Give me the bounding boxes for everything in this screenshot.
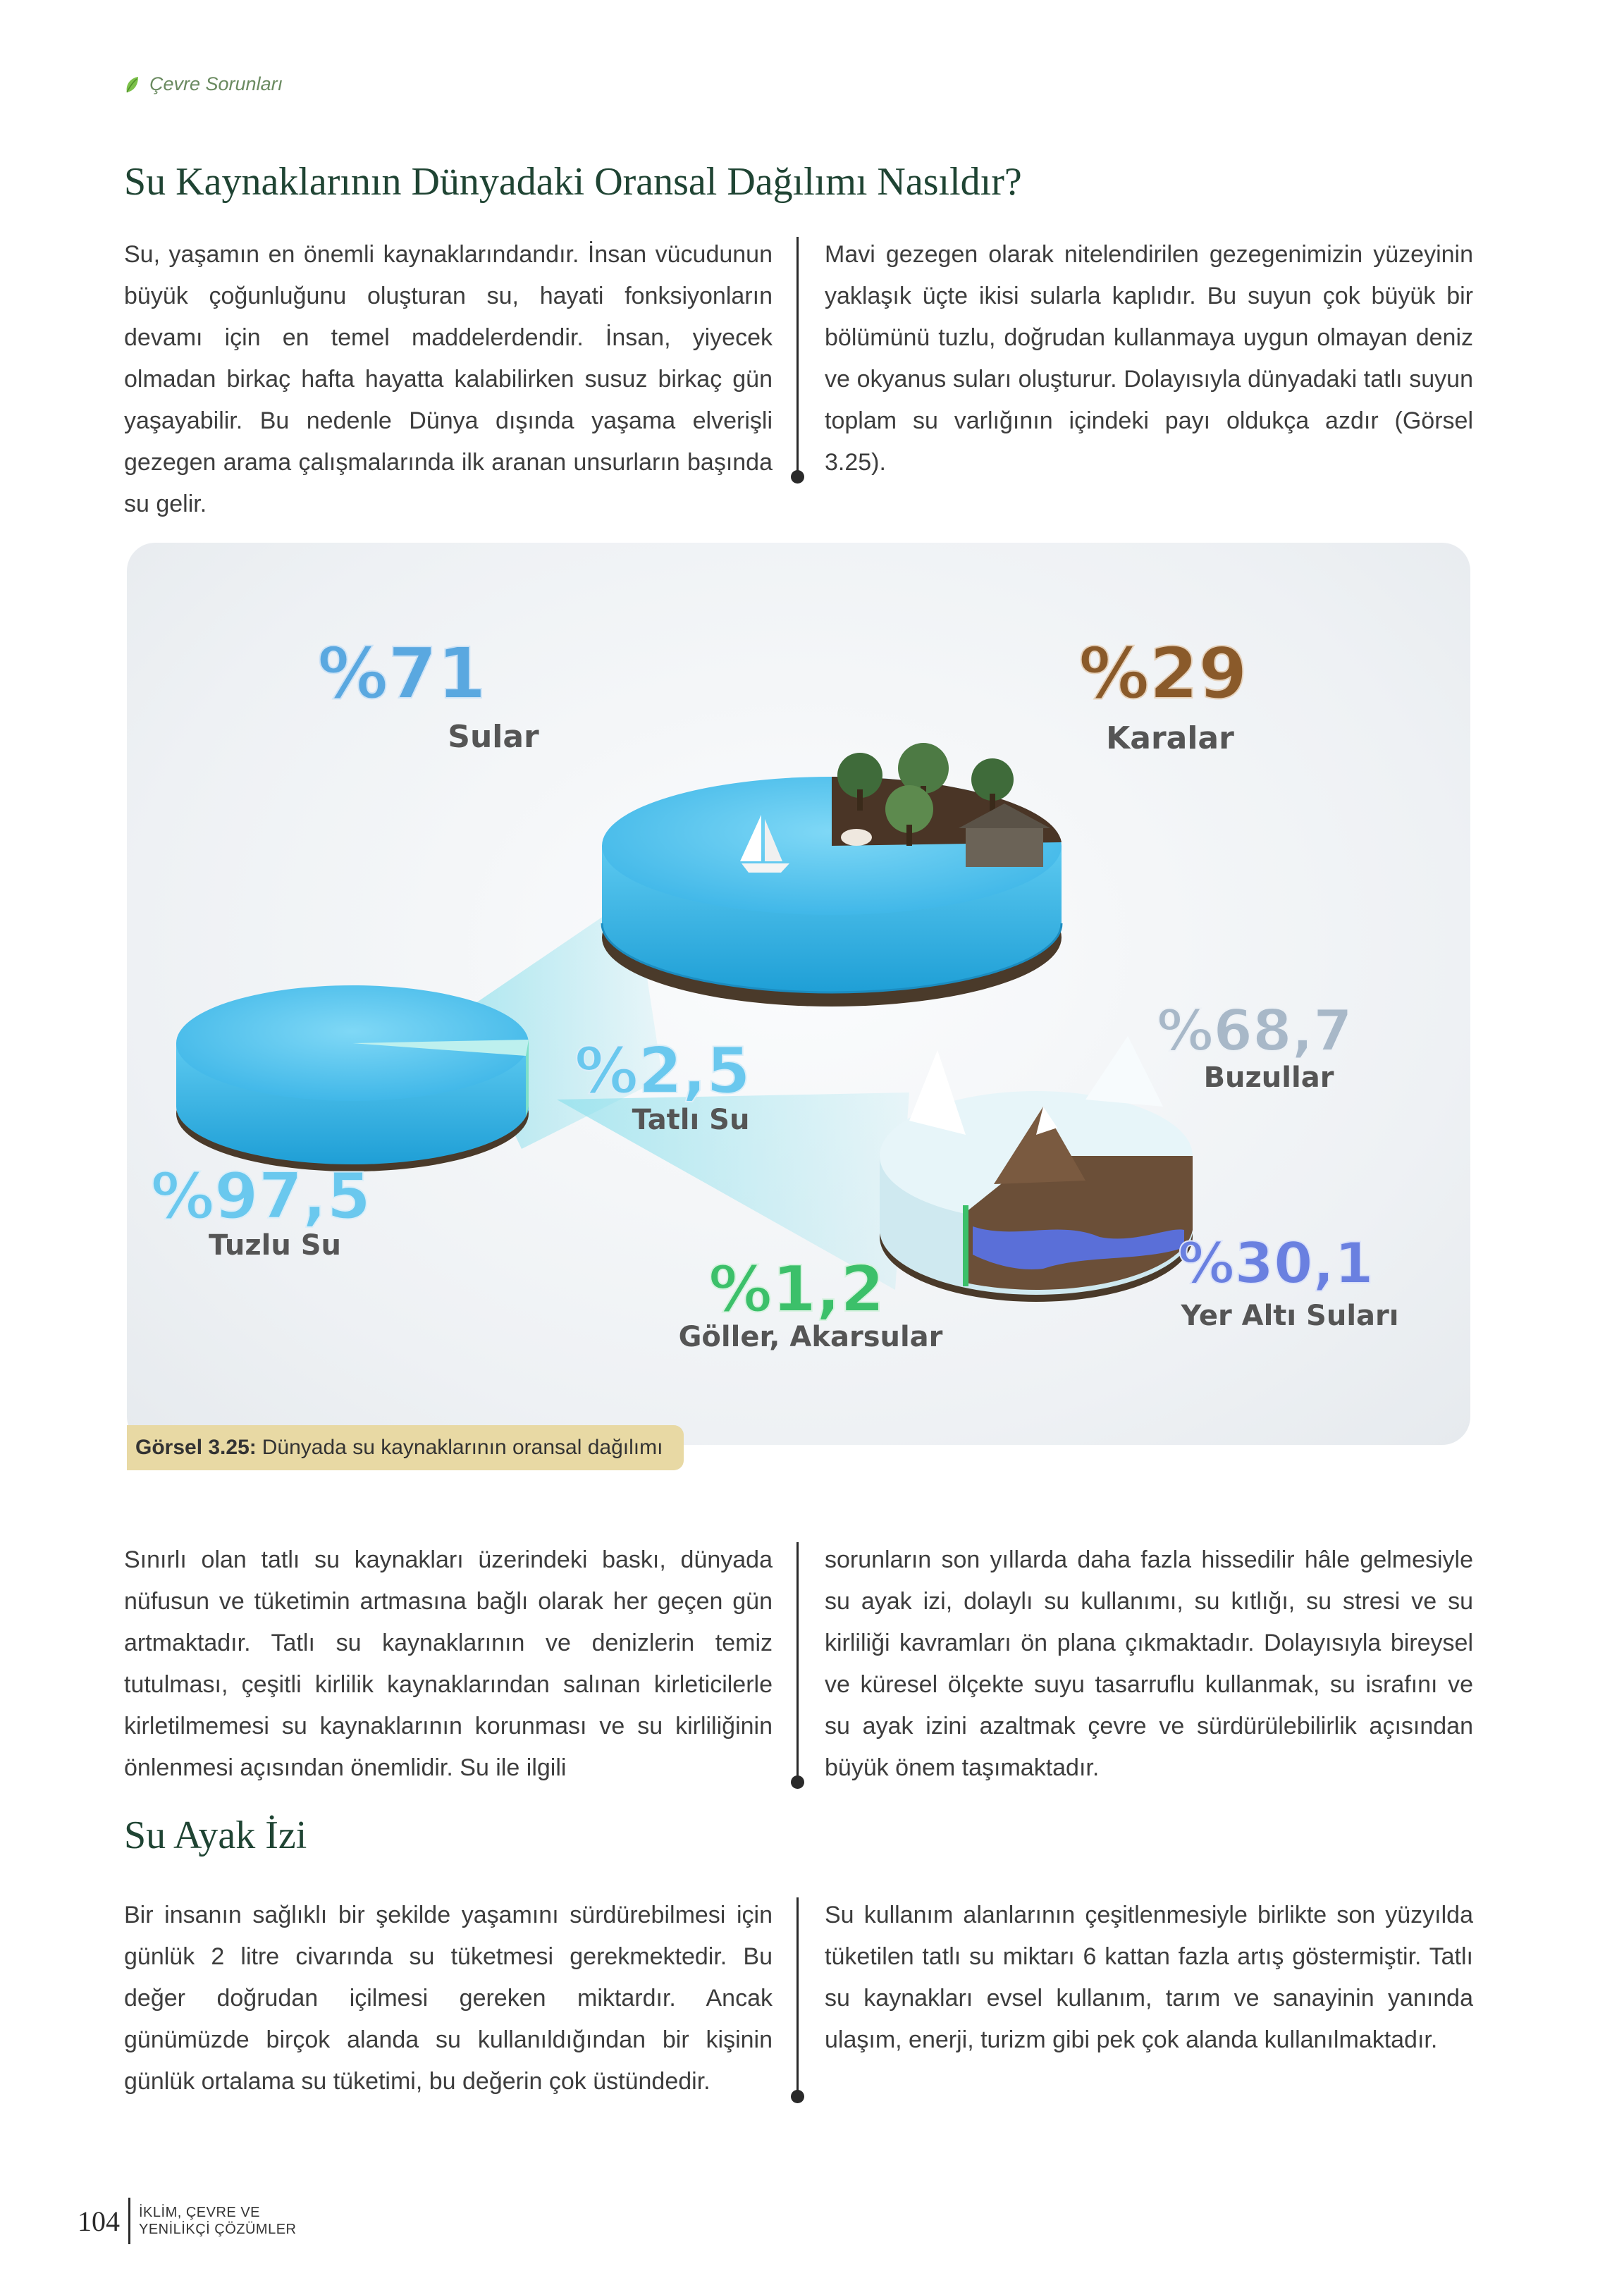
page-number: 104 (78, 2205, 120, 2237)
page-footer (78, 2198, 296, 2244)
body1-right-text: sorunların son yıllarda daha fazla hissedilir hâle gelmesiyle su ayak izi, dolaylı su kullanımı, su kıtlığı, su stresi ve su kirliliği kavramları ön plana çıkmaktadır. Dolayısıyla bireysel ve küresel ölçekte suyu tasarruflu kullanmak, su israfını ve su ayak izini azaltmak çevre ve sürdürülebilirlik açısından büyük önem taşımaktadır. (825, 1546, 1473, 1781)
tuzlu-su-label: Tuzlu Su (208, 1229, 342, 1262)
salt-fresh-pie (176, 985, 529, 1171)
body1-left-text: Sınırlı olan tatlı su kaynakları üzerindeki baskı, dünyada nüfusun ve tüketimin artmasına bağlı olarak her geçen gün artmaktadır. Tatlı su kaynaklarının ve denizlerin temiz tutulması, çeşitli kirlilik kaynaklarından salınan kirleticilerle kirletilmemesi su kaynaklarının korunması ve su kirliliğinin önlenmesi açısından önemlidir. Su ile ilgili (124, 1546, 773, 1781)
karalar-label: Karalar (1106, 720, 1234, 756)
book-title-line1: İKLİM, ÇEVRE VE (139, 2205, 260, 2220)
section-header (124, 73, 283, 95)
body2-right-text: Su kullanım alanlarının çeşitlenmesiyle birlikte son yüzyılda tüketilen tatlı su miktarı 6 kattan fazla artış göstermiştir. Tatlı su kaynakları evsel kullanım, tarım ve sanayinin yanında ulaşım, enerji, turizm gibi pek çok alanda kullanılmaktadır. (825, 1902, 1473, 2053)
buzullar-label: Buzullar (1203, 1061, 1334, 1094)
goller-pct: %1,2 (708, 1252, 885, 1326)
sular-pct: %71 (317, 632, 486, 715)
intro-right-text: Mavi gezegen olarak nitelendirilen gezegenimizin yüzeyinin yaklaşık üçte ikisi sularla kaplıdır. Bu suyun çok büyük bir bölümünü tuzlu, doğrudan kullanmaya uygun olmayan deniz ve okyanus suları oluşturur. Dolayısıyla dünyadaki tatlı suyun toplam su varlığının içindeki payı oldukça azdır (Görsel 3.25). (825, 241, 1473, 476)
body2-left-text: Bir insanın sağlıklı bir şekilde yaşamını sürdürebilmesi için günlük 2 litre civarında su tüketmesi gerekmektedir. Bu değer doğrudan içilmesi gereken miktardır. Ancak günümüzde birçok alanda su kullanıldığından bir kişinin günlük ortalama su tüketimi, bu değerin çok üstündedir. (124, 1902, 773, 2095)
sular-label: Sular (448, 719, 539, 755)
fresh-water-pie (880, 1036, 1193, 1302)
figure-caption (127, 1425, 684, 1470)
buzullar-pct: %68,7 (1157, 998, 1353, 1064)
yeralti-label: Yer Altı Suları (1181, 1300, 1399, 1332)
section-subtitle: Su Ayak İzi (124, 1814, 307, 1857)
caption-label: Görsel 3.25: (135, 1436, 257, 1459)
caption-text: Dünyada su kaynaklarının oransal dağılımı (262, 1436, 663, 1459)
tatli-su-pct: %2,5 (574, 1034, 751, 1108)
page-title: Su Kaynaklarının Dünyadaki Oransal Dağılımı Nasıldır? (124, 160, 1022, 204)
column-divider (796, 237, 799, 476)
yeralti-pct: %30,1 (1178, 1231, 1374, 1296)
pie-illustration (127, 543, 1470, 1445)
karalar-pct: %29 (1078, 632, 1248, 715)
leaf-icon (124, 75, 140, 94)
column-divider (796, 1897, 799, 2096)
column-divider (796, 1542, 799, 1782)
goller-label: Göller, Akarsular (678, 1321, 943, 1353)
tuzlu-su-pct: %97,5 (150, 1159, 371, 1233)
intro-left-text: Su, yaşamın en önemli kaynaklarındandır. İnsan vücudunun büyük çoğunluğunu oluşturan su, hayati fonksiyonların devamı için en temel maddelerdendir. İnsan, yiyecek olmadan birkaç hafta hayatta kalabilirken susuz birkaç gün yaşayabilir. Bu nedenle Dünya dışında yaşama elverişli gezegen arama çalışmalarında ilk aranan unsurların başında su gelir. (124, 241, 773, 517)
tatli-su-label: Tatlı Su (632, 1104, 750, 1136)
section-name: Çevre Sorunları (149, 73, 283, 94)
water-distribution-figure (127, 543, 1470, 1445)
book-title-line2: YENİLİKÇİ ÇÖZÜMLER (139, 2222, 297, 2237)
